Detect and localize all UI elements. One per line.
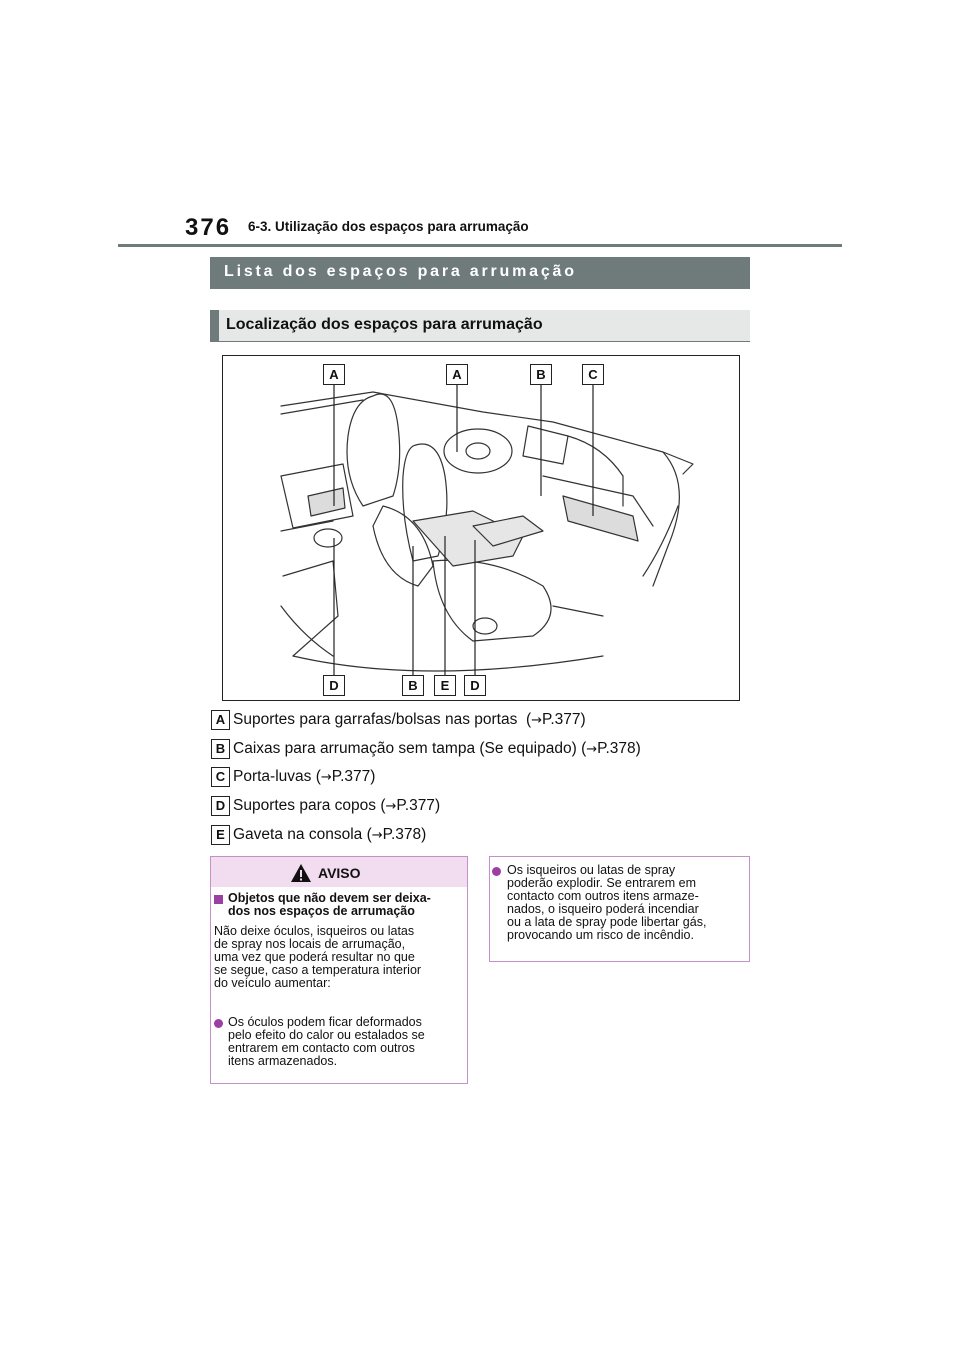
arrow-icon: →: [385, 799, 397, 814]
legend-key: B: [211, 739, 230, 759]
main-title-bar: [210, 257, 750, 289]
page-ref[interactable]: P.377: [542, 711, 581, 728]
legend-key: D: [211, 796, 230, 816]
warning-box-continued: [489, 856, 750, 962]
legend-text: Suportes para copos (→P.377): [233, 797, 441, 814]
arrow-icon: →: [320, 770, 332, 785]
callout-d-rear: D: [323, 675, 345, 696]
subtitle-accent: [210, 310, 219, 342]
warning-paragraph: Não deixe óculos, isqueiros ou latas de spray nos locais de arrumação, uma vez que poderá resultar no que se segue, caso a temperatura interior do veículo aumentar:: [214, 924, 422, 990]
callout-a-door-right: A: [446, 364, 468, 385]
arrow-icon: →: [586, 742, 598, 757]
callout-c-glovebox: C: [582, 364, 604, 385]
legend-key: A: [211, 710, 230, 730]
legend-key: C: [211, 767, 230, 787]
callout-a-door-left: A: [323, 364, 345, 385]
main-title: Lista dos espaços para arrumação: [224, 263, 577, 280]
legend-text: Suportes para garrafas/bolsas nas portas (→P.377): [233, 711, 586, 728]
subtitle-bar: [210, 310, 750, 342]
page-number: 376: [185, 214, 232, 241]
page-ref[interactable]: P.377: [396, 797, 435, 814]
car-interior-illustration: [222, 355, 740, 701]
callout-d-front: D: [464, 675, 486, 696]
warning-heading: Objetos que não devem ser deixa- dos nos espaços de arrumação: [228, 891, 431, 918]
arrow-icon: →: [371, 828, 383, 843]
warning-triangle-icon: [290, 863, 312, 883]
warning-box: [210, 856, 468, 1084]
page-ref[interactable]: P.378: [597, 740, 636, 757]
warning-header: [211, 857, 467, 887]
warning-label: AVISO: [318, 865, 361, 881]
square-bullet-icon: [214, 895, 223, 904]
section-heading: 6-3. Utilização dos espaços para arrumação: [248, 219, 529, 234]
arrow-icon: →: [531, 713, 543, 728]
bullet-icon: [492, 867, 501, 876]
subtitle: Localização dos espaços para arrumação: [226, 316, 543, 333]
legend-text: Porta-luvas (→P.377): [233, 768, 376, 785]
legend-key: E: [211, 825, 230, 845]
callout-e-console-drawer: E: [434, 675, 456, 696]
legend-text: Gaveta na consola (→P.378): [233, 826, 427, 843]
warning-bullet-1: Os óculos podem ficar deformados pelo efeito do calor ou estalados se entrarem em contacto com outros itens armazenados.: [228, 1015, 425, 1068]
bullet-icon: [214, 1019, 223, 1028]
page-ref[interactable]: P.377: [331, 768, 371, 785]
page-ref[interactable]: P.378: [382, 826, 422, 843]
header-divider: [118, 244, 842, 247]
warning-bullet-2: Os isqueiros ou latas de spray poderão explodir. Se entrarem em contacto com outros itens armaze- nados, o isqueiro poderá incendiar ou a lata de spray pode libertar gás, provocando um risco de incêndio.: [507, 863, 707, 942]
callout-b-console: B: [402, 675, 424, 696]
legend-text: Caixas para arrumação sem tampa (Se equipado) (→P.378): [233, 740, 641, 757]
car-interior-drawing: [223, 356, 739, 700]
callout-b-dashboard: B: [530, 364, 552, 385]
